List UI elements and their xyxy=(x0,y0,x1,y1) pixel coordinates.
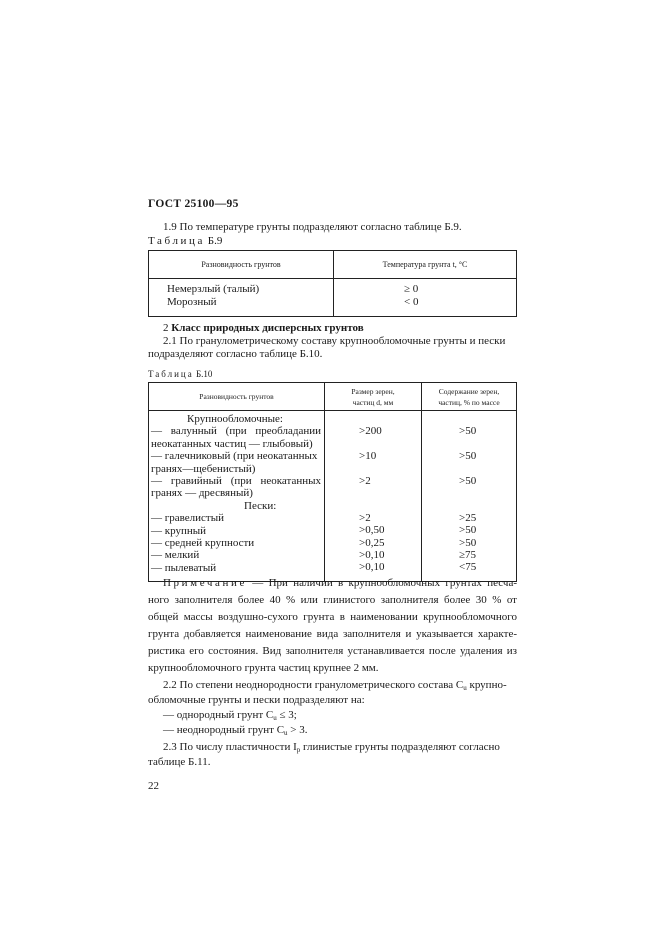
p22-text-a: 2.2 По степени неоднородности гранулометрического состава C xyxy=(163,679,464,691)
table-b9-row-2-temp: < 0 xyxy=(404,296,419,308)
table-b10-col3-header xyxy=(422,383,517,411)
pct-sand-1: >25 xyxy=(459,511,477,524)
table-b9-row-1-type: Немерзлый (талый) xyxy=(167,283,260,295)
note-line-5: ристика его состояния. Вид заполнителя устанавливается после удаления из xyxy=(148,645,517,657)
note-line-3: общей массы воздушно-сухого грунта в наименовании крупнообломочного xyxy=(148,611,517,623)
group-sands: Пески: xyxy=(244,499,277,512)
row-gravel-1: — гравийный (при неокатанных xyxy=(151,475,321,488)
table-b9-cell-type xyxy=(149,279,334,317)
size-sand-5: >0,10 xyxy=(359,561,385,574)
table-b10-content xyxy=(422,411,517,582)
note-line-4: грунта добавляется наименование вида заполнителя и указывается характе- xyxy=(148,628,517,640)
caption-label: Таблица xyxy=(148,235,205,247)
size-gravel: >2 xyxy=(359,474,371,487)
document-header: ГОСТ 25100—95 xyxy=(148,198,239,210)
row-gravel-2: гранях — дресвяный) xyxy=(151,487,253,500)
table-b9-caption xyxy=(148,235,222,249)
p22-l4-b: > 3. xyxy=(287,724,308,736)
table-b9 xyxy=(148,250,517,317)
note-text-1: — При наличии в крупнообломочных грунтах песча- xyxy=(252,577,518,589)
paragraph-2-2-line-2: обломочные грунты и пески подразделяют на: xyxy=(148,694,365,706)
row-sand-2: — крупный xyxy=(151,524,206,537)
p22-l3-sub: u xyxy=(273,714,277,722)
pct-sand-4: ≥75 xyxy=(459,549,477,562)
p22-l4-a: — неоднородный грунт C xyxy=(163,724,285,736)
row-boulder-2: неокатанных частиц — глыбовый) xyxy=(151,437,313,450)
table-b10-caption xyxy=(148,369,212,379)
page-number: 22 xyxy=(148,780,159,792)
col2-line-2: частиц d, мм xyxy=(352,397,394,407)
row-sand-5: — пылеватый xyxy=(151,561,217,574)
pct-sand-2: >50 xyxy=(459,524,477,537)
paragraph-2-2-line-4 xyxy=(163,724,308,741)
row-sand-4: — мелкий xyxy=(151,549,200,562)
caption-number: Б.9 xyxy=(207,235,223,247)
size-boulder: >200 xyxy=(359,425,382,437)
col3-line-2: частиц, % по массе xyxy=(438,397,500,407)
col2-line-1: Размер зерен, xyxy=(351,386,395,396)
size-pebble: >10 xyxy=(359,449,377,462)
p22-sub: u xyxy=(463,684,467,692)
p23-text-a: 2.3 По числу пластичности I xyxy=(163,741,297,753)
section-2-title: Класс природных дисперсных грунтов xyxy=(171,322,364,334)
row-pebble-1: — галечниковый (при неокатанных xyxy=(151,450,318,463)
p22-l3-a: — однородный грунт C xyxy=(163,709,274,721)
table-b9-cell-temp xyxy=(334,279,517,317)
group-coarse: Крупнообломочные: xyxy=(187,413,283,425)
size-sand-3: >0,25 xyxy=(359,536,385,549)
table-b10-col1-header: Разновидность грунтов xyxy=(149,383,325,411)
caption-label: Таблица xyxy=(148,369,194,379)
p22-text-b: крупно- xyxy=(466,679,507,691)
row-sand-3: — средней крупности xyxy=(151,537,255,550)
p22-l3-b: ≤ 3; xyxy=(276,709,297,721)
table-b9-row-2-type: Морозный xyxy=(167,296,217,308)
pct-gravel: >50 xyxy=(459,474,477,487)
note-line-1 xyxy=(148,577,517,591)
note-line-2: ного заполнителя более 40 % или глинистого заполнителя более 30 % от xyxy=(148,594,517,606)
size-sand-1: >2 xyxy=(359,511,371,524)
pct-sand-3: >50 xyxy=(459,536,477,549)
paragraph-2-3-line-1 xyxy=(163,741,500,758)
table-b10 xyxy=(148,382,517,582)
caption-number: Б.10 xyxy=(196,369,213,379)
p23-text-b: глинистые грунты подразделяют согласно xyxy=(300,741,500,753)
paragraph-1-9: 1.9 По температуре грунты подразделяют согласно таблице Б.9. xyxy=(163,221,462,233)
p22-l4-sub: u xyxy=(284,729,288,737)
table-b10-sizes xyxy=(325,411,422,582)
pct-boulder: >50 xyxy=(459,425,477,437)
note-line-6: крупнообломочного грунта частиц крупнее 2 мм. xyxy=(148,662,379,674)
pct-sand-5: <75 xyxy=(459,561,477,574)
section-2-heading xyxy=(163,322,364,336)
row-boulder-1: — валунный (при преобладании xyxy=(151,425,321,438)
table-b9-col1-header: Разновидность грунтов xyxy=(149,251,334,279)
p23-sub: p xyxy=(296,746,301,754)
table-b9-col2-header: Температура грунта t, °С xyxy=(334,251,517,279)
paragraph-2-1-line-2: подразделяют согласно таблице Б.10. xyxy=(148,348,323,360)
row-pebble-2: гранях—щебенистый) xyxy=(151,462,256,475)
row-sand-1: — гравелистый xyxy=(151,512,224,525)
pct-pebble: >50 xyxy=(459,449,477,462)
table-b10-col2-header xyxy=(325,383,422,411)
table-b10-types xyxy=(149,411,325,582)
paragraph-2-3-line-2: таблице Б.11. xyxy=(148,756,211,768)
note-label: Примечание xyxy=(163,577,247,589)
section-2-number: 2 xyxy=(163,322,169,334)
size-sand-2: >0,50 xyxy=(359,524,385,537)
size-sand-4: >0,10 xyxy=(359,549,385,562)
col3-line-1: Содержание зерен, xyxy=(438,386,500,396)
table-b9-row-1-temp: ≥ 0 xyxy=(404,283,419,295)
paragraph-2-1-line-1: 2.1 По гранулометрическому составу крупнообломочные грунты и пески xyxy=(163,335,506,347)
